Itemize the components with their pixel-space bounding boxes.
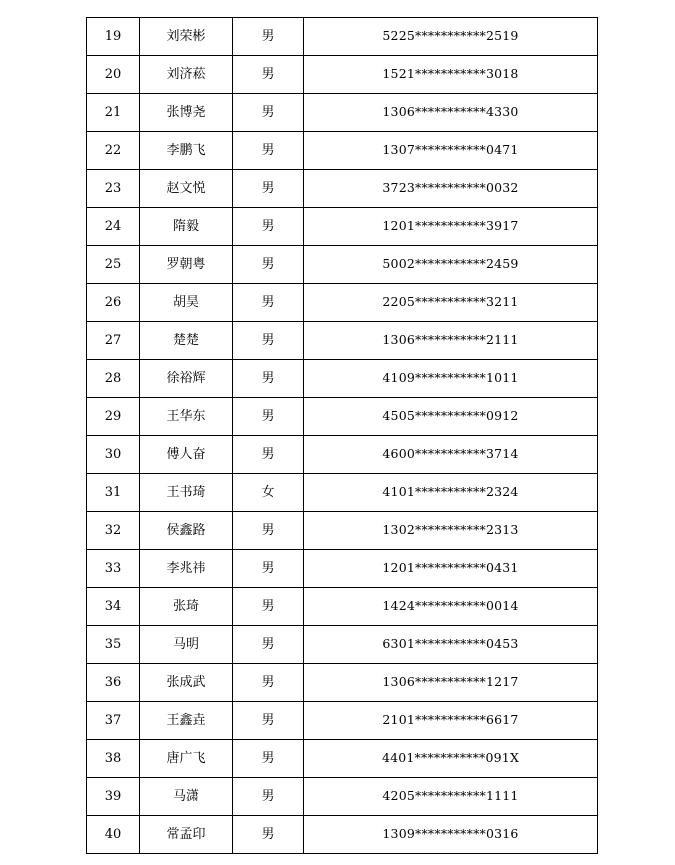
id-number-cell: 4600***********3714 [304,436,598,474]
id-number-cell: 4401***********091X [304,740,598,778]
gender-cell: 男 [233,398,304,436]
row-number-cell: 32 [87,512,140,550]
gender-cell: 女 [233,474,304,512]
table-row [87,132,598,170]
table-row [87,512,598,550]
roster-table-body [87,18,598,854]
table-row [87,740,598,778]
table-row [87,284,598,322]
name-cell: 罗朝粤 [140,246,233,284]
gender-cell: 男 [233,208,304,246]
row-number-cell: 35 [87,626,140,664]
table-row [87,322,598,360]
table-row [87,56,598,94]
row-number-cell: 30 [87,436,140,474]
id-number-cell: 4109***********1011 [304,360,598,398]
row-number-cell: 40 [87,816,140,854]
id-number-cell: 5002***********2459 [304,246,598,284]
id-number-cell: 1306***********2111 [304,322,598,360]
name-cell: 胡昊 [140,284,233,322]
row-number-cell: 38 [87,740,140,778]
id-number-cell: 4505***********0912 [304,398,598,436]
row-number-cell: 22 [87,132,140,170]
row-number-cell: 20 [87,56,140,94]
gender-cell: 男 [233,170,304,208]
id-number-cell: 6301***********0453 [304,626,598,664]
table-row [87,360,598,398]
table-row [87,550,598,588]
id-number-cell: 1201***********0431 [304,550,598,588]
gender-cell: 男 [233,512,304,550]
table-row [87,18,598,56]
name-cell: 王鑫垚 [140,702,233,740]
gender-cell: 男 [233,246,304,284]
name-cell: 王书琦 [140,474,233,512]
id-number-cell: 1424***********0014 [304,588,598,626]
row-number-cell: 19 [87,18,140,56]
id-number-cell: 1201***********3917 [304,208,598,246]
gender-cell: 男 [233,284,304,322]
name-cell: 赵文悦 [140,170,233,208]
gender-cell: 男 [233,550,304,588]
gender-cell: 男 [233,588,304,626]
name-cell: 隋毅 [140,208,233,246]
table-row [87,94,598,132]
name-cell: 傅人奋 [140,436,233,474]
roster-table [86,17,598,854]
row-number-cell: 21 [87,94,140,132]
gender-cell: 男 [233,360,304,398]
row-number-cell: 33 [87,550,140,588]
gender-cell: 男 [233,778,304,816]
row-number-cell: 36 [87,664,140,702]
table-row [87,588,598,626]
id-number-cell: 3723***********0032 [304,170,598,208]
id-number-cell: 2101***********6617 [304,702,598,740]
row-number-cell: 23 [87,170,140,208]
id-number-cell: 2205***********3211 [304,284,598,322]
id-number-cell: 1521***********3018 [304,56,598,94]
gender-cell: 男 [233,18,304,56]
name-cell: 王华东 [140,398,233,436]
id-number-cell: 1306***********4330 [304,94,598,132]
name-cell: 刘济菘 [140,56,233,94]
table-row [87,474,598,512]
id-number-cell: 4205***********1111 [304,778,598,816]
name-cell: 李兆祎 [140,550,233,588]
gender-cell: 男 [233,94,304,132]
gender-cell: 男 [233,56,304,94]
gender-cell: 男 [233,702,304,740]
id-number-cell: 1309***********0316 [304,816,598,854]
name-cell: 侯鑫路 [140,512,233,550]
table-row [87,664,598,702]
row-number-cell: 26 [87,284,140,322]
row-number-cell: 34 [87,588,140,626]
row-number-cell: 39 [87,778,140,816]
table-row [87,626,598,664]
id-number-cell: 1306***********1217 [304,664,598,702]
row-number-cell: 31 [87,474,140,512]
gender-cell: 男 [233,626,304,664]
name-cell: 马潇 [140,778,233,816]
name-cell: 李鹏飞 [140,132,233,170]
name-cell: 张博尧 [140,94,233,132]
table-row [87,816,598,854]
gender-cell: 男 [233,322,304,360]
name-cell: 常孟印 [140,816,233,854]
table-row [87,170,598,208]
row-number-cell: 27 [87,322,140,360]
table-row [87,778,598,816]
id-number-cell: 1302***********2313 [304,512,598,550]
gender-cell: 男 [233,664,304,702]
gender-cell: 男 [233,132,304,170]
row-number-cell: 25 [87,246,140,284]
id-number-cell: 5225***********2519 [304,18,598,56]
table-row [87,702,598,740]
name-cell: 张琦 [140,588,233,626]
gender-cell: 男 [233,740,304,778]
gender-cell: 男 [233,816,304,854]
table-row [87,246,598,284]
table-row [87,436,598,474]
row-number-cell: 28 [87,360,140,398]
row-number-cell: 37 [87,702,140,740]
row-number-cell: 29 [87,398,140,436]
id-number-cell: 4101***********2324 [304,474,598,512]
name-cell: 刘荣彬 [140,18,233,56]
name-cell: 徐裕辉 [140,360,233,398]
name-cell: 张成武 [140,664,233,702]
name-cell: 唐广飞 [140,740,233,778]
table-row [87,398,598,436]
name-cell: 楚楚 [140,322,233,360]
gender-cell: 男 [233,436,304,474]
row-number-cell: 24 [87,208,140,246]
table-row [87,208,598,246]
name-cell: 马明 [140,626,233,664]
id-number-cell: 1307***********0471 [304,132,598,170]
